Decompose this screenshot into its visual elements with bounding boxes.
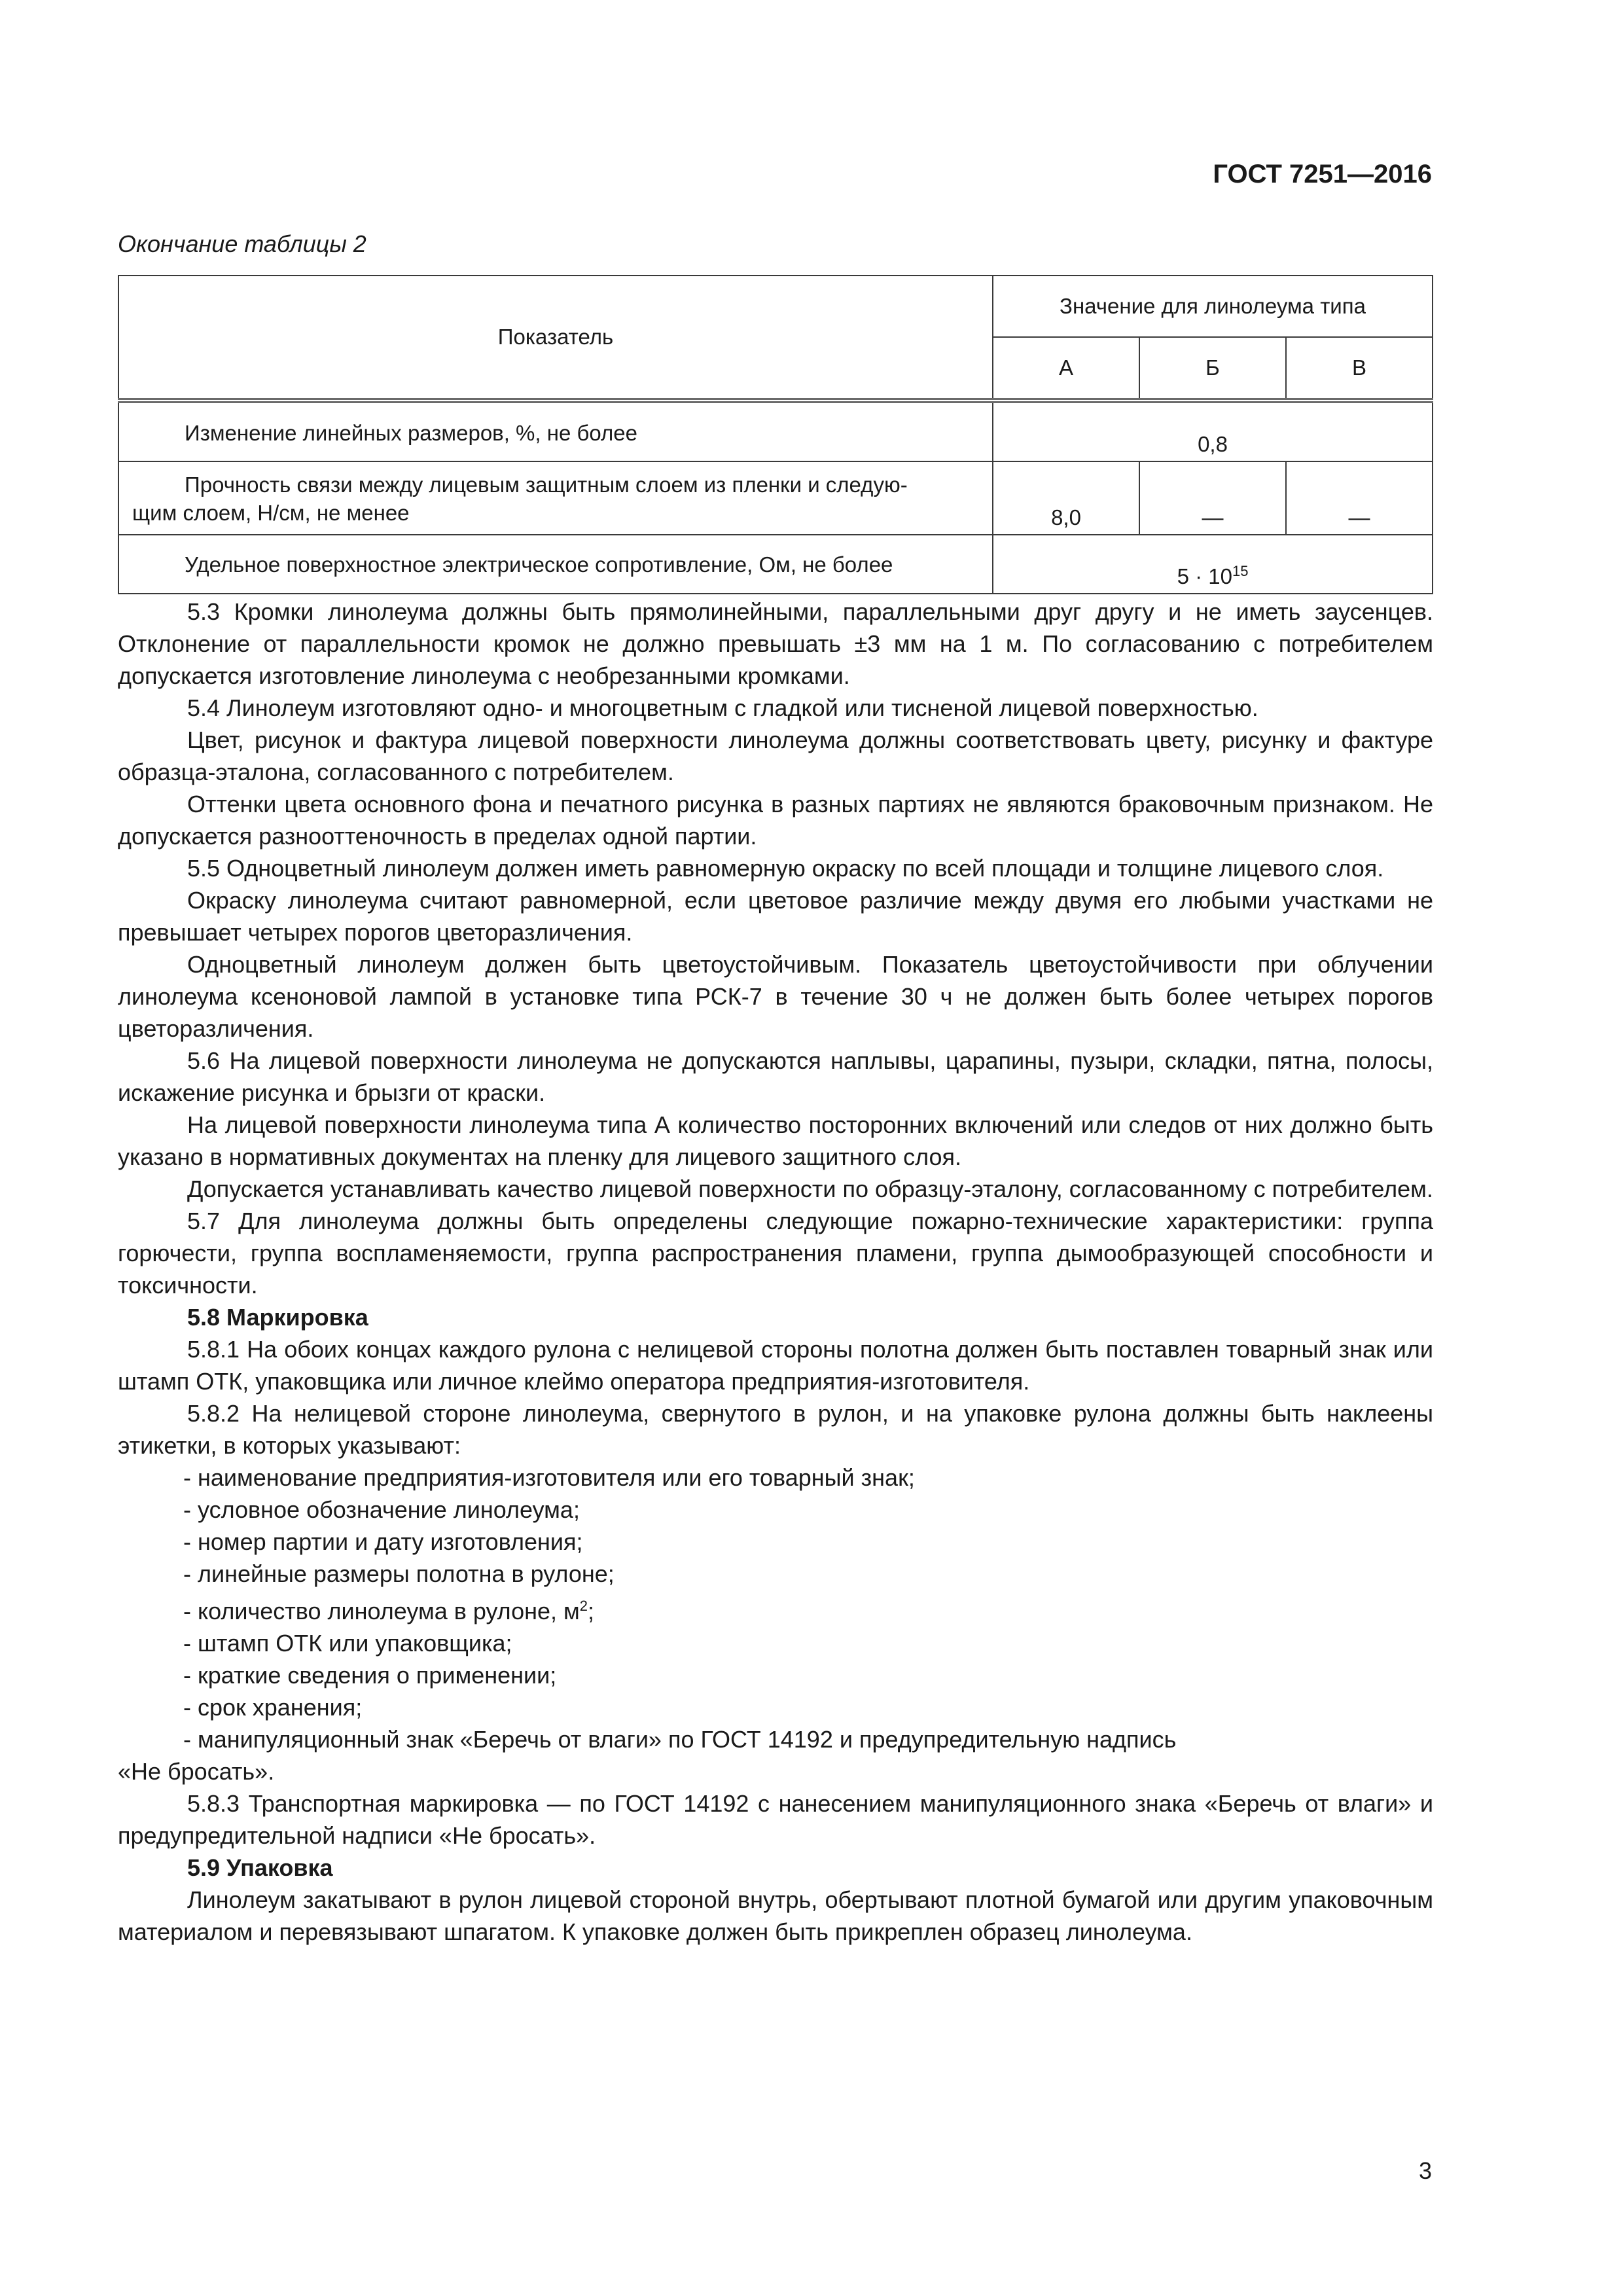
document-header: ГОСТ 7251—2016 (1213, 160, 1432, 188)
list-item: - количество линолеума в рулоне, $м^2$; (183, 1598, 595, 1624)
row-value-type-c: — (1286, 461, 1433, 535)
table-row (118, 401, 1433, 461)
row-label: Изменение линейных размеров, %, не более (118, 401, 993, 461)
row-value-type-b: — (1139, 461, 1286, 535)
paragraph: 5.5 Одноцветный линолеум должен иметь равномерную окраску по всей площади и толщине лицевого слоя. (187, 855, 1384, 882)
paragraph: 5.8.3 Транспортная маркировка — по ГОСТ 14192 с нанесением манипуляционного знака «Беречь от влаги» и предупредительной надписи «Не бросать». (118, 1790, 1433, 1849)
list-item: - штамп ОТК или упаковщика; (183, 1630, 512, 1657)
list-item: - условное обозначение линолеума; (183, 1496, 580, 1523)
page-number: 3 (1418, 2157, 1432, 2184)
list-item: - манипуляционный знак «Беречь от влаги» по ГОСТ 14192 и предупредительную надпись (183, 1726, 1177, 1753)
column-header-type-b: Б (1139, 337, 1286, 401)
paragraph: На лицевой поверхности линолеума типа А количество посторонних включений или следов от них должно быть указано в нормативных документах на пленку для лицевого защитного слоя. (118, 1111, 1433, 1170)
column-header-type-a: А (993, 337, 1139, 401)
section-heading-packaging: 5.9 Упаковка (187, 1854, 333, 1881)
row-label: Удельное поверхностное электрическое сопротивление, Ом, не более (118, 535, 993, 594)
paragraph: 5.8.1 На обоих концах каждого рулона с нелицевой стороны полотна должен быть поставлен товарный знак или штамп ОТК, упаковщика или личное клеймо оператора предприятия-изготовителя. (118, 1336, 1433, 1395)
row-value-merged: $5 \cdot 10^{15}$ (993, 535, 1433, 594)
paragraph: 5.3 Кромки линолеума должны быть прямолинейными, параллельными друг другу и не иметь заусенцев. Отклонение от параллельности кромок не должно превышать ±3 мм на 1 м. По согласованию с потребителем допускается изготовление линолеума с необрезанными кромками. (118, 598, 1433, 689)
paragraph: Окраску линолеума считают равномерной, если цветовое различие между двумя его любыми участками не превышает четырех порогов цветоразличения. (118, 887, 1433, 946)
table-caption: Окончание таблицы 2 (118, 230, 366, 257)
list-item: - краткие сведения о применении; (183, 1662, 557, 1689)
table-row (118, 535, 1433, 594)
body-text (118, 596, 1433, 1948)
list-item: - линейные размеры полотна в рулоне; (183, 1560, 615, 1587)
paragraph: Линолеум закатывают в рулон лицевой стороной внутрь, обертывают плотной бумагой или другим упаковочным материалом и перевязывают шпагатом. К упаковке должен быть прикреплен образец линолеума. (118, 1886, 1433, 1945)
paragraph: 5.7 Для линолеума должны быть определены следующие пожарно-технические характеристики: группа горючести, группа воспламеняемости, группа распространения пламени, группа дымообразующей способности и токсичности. (118, 1208, 1433, 1299)
properties-table (118, 275, 1433, 594)
column-header-group: Значение для линолеума типа (993, 276, 1433, 337)
list-item: - срок хранения; (183, 1694, 363, 1721)
row-value-merged: 0,8 (993, 401, 1433, 461)
paragraph: Цвет, рисунок и фактура лицевой поверхности линолеума должны соответствовать цвету, рисунку и фактуре образца-эталона, согласованного с потребителем. (118, 726, 1433, 785)
paragraph: 5.8.2 На нелицевой стороне линолеума, свернутого в рулон, и на упаковке рулона должны быть наклеены этикетки, в которых указывают: (118, 1400, 1433, 1459)
list-item-continuation: «Не бросать». (118, 1758, 275, 1785)
paragraph: Допускается устанавливать качество лицевой поверхности по образцу-эталону, согласованному с потребителем. (187, 1175, 1433, 1202)
paragraph: Оттенки цвета основного фона и печатного рисунка в разных партиях не являются браковочным признаком. Не допускается разнооттеночность в пределах одной партии. (118, 791, 1433, 850)
paragraph: 5.4 Линолеум изготовляют одно- и многоцветным с гладкой или тисненой лицевой поверхностью. (187, 694, 1258, 721)
row-label: Прочность связи между лицевым защитным слоем из пленки и следую- щим слоем, Н/см, не менее (118, 461, 993, 535)
list-item: - номер партии и дату изготовления; (183, 1528, 583, 1555)
section-heading-marking: 5.8 Маркировка (187, 1304, 368, 1331)
column-header-indicator: Показатель (118, 276, 993, 401)
paragraph: Одноцветный линолеум должен быть цветоустойчивым. Показатель цветоустойчивости при облучении линолеума ксеноновой лампой в установке типа РСК-7 в течение 30 ч не должен быть более четырех порогов цветоразличения. (118, 951, 1433, 1042)
row-value-type-a: 8,0 (993, 461, 1139, 535)
list-item: - наименование предприятия-изготовителя или его товарный знак; (183, 1464, 915, 1491)
table-row (118, 461, 1433, 535)
paragraph: 5.6 На лицевой поверхности линолеума не допускаются наплывы, царапины, пузыри, складки, пятна, полосы, искажение рисунка и брызги от краски. (118, 1047, 1433, 1106)
column-header-type-c: В (1286, 337, 1433, 401)
